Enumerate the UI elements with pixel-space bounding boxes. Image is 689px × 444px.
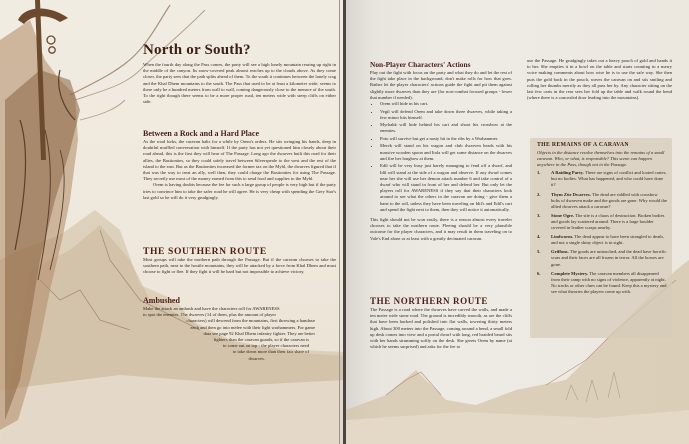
ambushed-line: each and then go into melee with their light warhammers. For game [190, 324, 315, 330]
option-name: Thym Zür Dwarves. [551, 191, 591, 197]
option-number: 1. [537, 170, 541, 176]
intro-paragraph: When the fourth day along the Pass comes, the party will see a high lonely mountain rearing up right in the middle of the canyon. Its snow-covered peak almost reaches up to the clouds above. As they come closer, the party sees that the path splits ahead of them. To the south it continues between the lonely crag and the Khal Dhem mountains to the south. The Pass that used to be at least a kilometer wide, seems to there only be a hundred meters from wall to wall, coming dangerously close to the menace of the south. To the right though there seems to be a more proper road, ten meters wide with steep cliffs on either side. [143, 62, 336, 105]
caravan-option [537, 271, 667, 295]
option-number: 3. [537, 212, 541, 218]
ambushed-line: to take down more than their fair share of [232, 349, 309, 355]
npc-actions-intro: Play out the fight with focus on the party and what they do and let the rest of the fight take place in the background, don't make rolls for how that goes. Rather let the player characters' actions guide the fight and pit them against slightly more dwarves than they are (for non-combat focused groups - lower that number if needed). [370, 70, 512, 100]
ambushed-line: to spot the enemies. The dwarves (14 of them, plus the amount of player [143, 312, 276, 318]
northern-route-paragraph: The Passage is a road where the dwarves have carved the walls, and made a ten meter wide stone road. The ground is incredibly smooth, as are the cliffs that have been hacked and polished into flat walls, towering thirty meters high. About 300 meters into the Passage, coming around a bend, a small fold up desk comes into view and a portal dwarf with long, red braided beard sits with her hands strumming softly on the desk. She greets Orem by name (at which he seems surprised) and asks for the fee to [370, 307, 512, 350]
continued-paragraph: use the Passage. He grudgingly takes out a heavy pouch of gold and hands it to her. She empties it in a bowl on the table and starts counting in a merry voice making comments about how wise he is to use the safe way. She then puts the gold back in the pouch, waves the caravan on and sits smiling and rolling her thumbs merrily as they all pass her by. Any character sitting on the last few carts in the rear sees her fold up the table and walk round the bend (where there is a concealed door leading into the mountains). [527, 58, 672, 101]
option-text [551, 170, 667, 188]
option-name: Complete Mystery. [551, 270, 589, 276]
option-description: There are signs of conflict and looted crates, but no bodies. What has happened, and who could have done it? [551, 170, 667, 188]
option-name: Griffons. [551, 249, 569, 255]
option-number: 2. [537, 191, 541, 197]
section-heading-rock-hard-place: Between a Rock and a Hard Place [143, 129, 259, 138]
left-column-intro [143, 62, 336, 105]
caravan-option [537, 170, 667, 188]
ambushed-line: Make the attack an ambush and have the characters roll for AWARENESS [143, 306, 280, 311]
caravan-sidebar-content [537, 142, 667, 298]
ambushed-line: data see page 92 Khal Dhem infantry fighter. They are better [203, 330, 315, 336]
option-description: The dead are riddled with crossbow bolts of dwarven make and the goods are gone. Why would the allied dwarves attack a caravan? [551, 191, 668, 209]
npc-actions-heading: Non-Player Characters' Actions [370, 60, 471, 69]
npc-action-item: • Orem will hide in his cart. [380, 101, 512, 107]
npc-action-item: • Poto will survive but get a nasty hit in the ribs by a Warhammer. [380, 136, 512, 142]
left-page [0, 0, 344, 444]
book-spine [343, 0, 346, 444]
northern-route-heading: THE NORTHERN ROUTE [370, 296, 489, 306]
southern-route-paragraph: Most groups will take the northern path through the Passage. But if the caravan chooses to take the southern path, near to the hostile mountains, they will be attacked by a force from Khal Dhem and must choose to fight or flee. If they fight it will be hard but not impossible to achieve victory. [143, 257, 336, 275]
southern-route-heading: THE SOUTHERN ROUTE [143, 246, 267, 257]
section1-paragraph-2: Orem is having doubts because the fee for such a large group of people is very high but if the party tries to convince him to take the safer road he will agree. He is very cheap with spending the Grey Star's last gold so he will do it very grudgingly. [143, 182, 336, 200]
option-number: 4. [537, 234, 541, 240]
ambushed-line: characters) will descend from the mountains, first throwing a handaxe [186, 318, 315, 324]
npc-action-item: • Merek will stand on his wagon and club dwarven heads with his massive wooden spoon and Itola will get some distance on the dwarves and fire her longbow at them. [380, 143, 512, 162]
caravan-box-title: THE REMAINS OF A CARAVAN [537, 142, 629, 148]
page-title: North or South? [143, 42, 251, 58]
option-name: Lindworm. [551, 234, 574, 240]
caravan-option [537, 192, 667, 210]
ambushed-line: dwarves. [248, 355, 265, 361]
ambushed-line: fighters than the caravan guards, so if the caravan is [213, 337, 309, 343]
npc-actions-outro: This fight should not be won easily, there is a reason almost every traveler chooses to take the northern route. Fleeing should be a very plausible outcome for the player characters, and it may result in them traveling on to Vale's End alone or at least with a greatly decimated caravan. [370, 216, 512, 241]
left-column-section1 [143, 129, 336, 201]
option-description: The dead appear to have been strangled to death, and not a single shiny object is in sight. [551, 234, 664, 246]
caravan-options-list [537, 170, 667, 295]
caravan-box-intro: Objects in the distance resolve themselves into the remains of a small caravan. Who, or what, is responsible? This scene can happen anywhere in the Pass, though not in the Passage. [537, 150, 665, 168]
caravan-option [537, 213, 667, 231]
option-description: The site is a chaos of destruction. Broken bodies and goods lay scattered around. There is a large boulder covered in leather scraps nearby. [551, 212, 665, 231]
option-name: Stone Ogre. [551, 212, 575, 218]
page-gutter-shadow [339, 0, 340, 444]
caravan-option [537, 249, 667, 267]
northern-route-section [370, 296, 512, 350]
option-text [551, 249, 667, 267]
continued-paragraph-section [527, 58, 672, 101]
ambushed-line: to come out on top - the player characters need [222, 343, 309, 349]
caravan-option [537, 234, 667, 246]
option-description: The goods are untouched, and the dead have horrific scars and their faces are all frozen in terror. All the horses are gone. [551, 249, 667, 267]
option-number: 5. [537, 249, 541, 255]
npc-action-item: • Myrhakk will hide behind his cart and shoot his crossbow at the enemies. [380, 122, 512, 134]
option-number: 6. [537, 270, 541, 276]
southern-route-section [143, 246, 336, 276]
npc-action-item: • Edil will be very busy just barely managing to fend off a dwarf, and Idil will stand at the side of a wagon and observe. If any dwarf comes near her she will use her demon attack number 6 and take control of a dwarf who will stand in front of her and defend her. But only let the players roll for AWARENESS if they say that their characters look around to see what the others in the caravan are doing - give them a bane to the roll, unless they have been traveling on Idil's and Edil's cart and spend the fight next to them, then they will notice it automatically. [380, 163, 512, 213]
option-name: A Raiding Party. [551, 170, 584, 176]
section1-paragraph: As the road forks, the caravan halts for a while by Orem's orders. He sits wringing his hands, deep in doubtful muffled conversation with himself. If the party has not yet questioned him closely about their road ahead, this is the first they will hear of The Passage. Long ago the dwarves built this road for their allies, the Bastionites, so they could safely travel between Silverspeale to the west and the rest of the island to the east. But as the Bastionites increased the former tax on the Myhl, the dwarves figured that if that was the way to treat an ally, well then, they could charge the Bastionites for using The Passage. They secretly use most of the money earned from this to send food and supplies to the Myhl. [143, 139, 337, 182]
option-text [551, 271, 667, 295]
option-text [551, 234, 667, 246]
option-text [551, 192, 667, 210]
npc-actions-section [370, 60, 512, 242]
option-description: The caravan members all disappeared from their camp with no signs of violence, apparently at night. No tracks or other clues can be found. Keep this a mystery and see what theories the players come up with. [551, 270, 667, 294]
ambushed-section [143, 296, 315, 362]
npc-action-item: • Vegil will defend Orem and take down three dwarves, while taking a few minor hits himself. [380, 109, 512, 121]
option-text [551, 213, 667, 231]
npc-actions-list [370, 101, 512, 213]
ambushed-heading: Ambushed [143, 296, 180, 305]
